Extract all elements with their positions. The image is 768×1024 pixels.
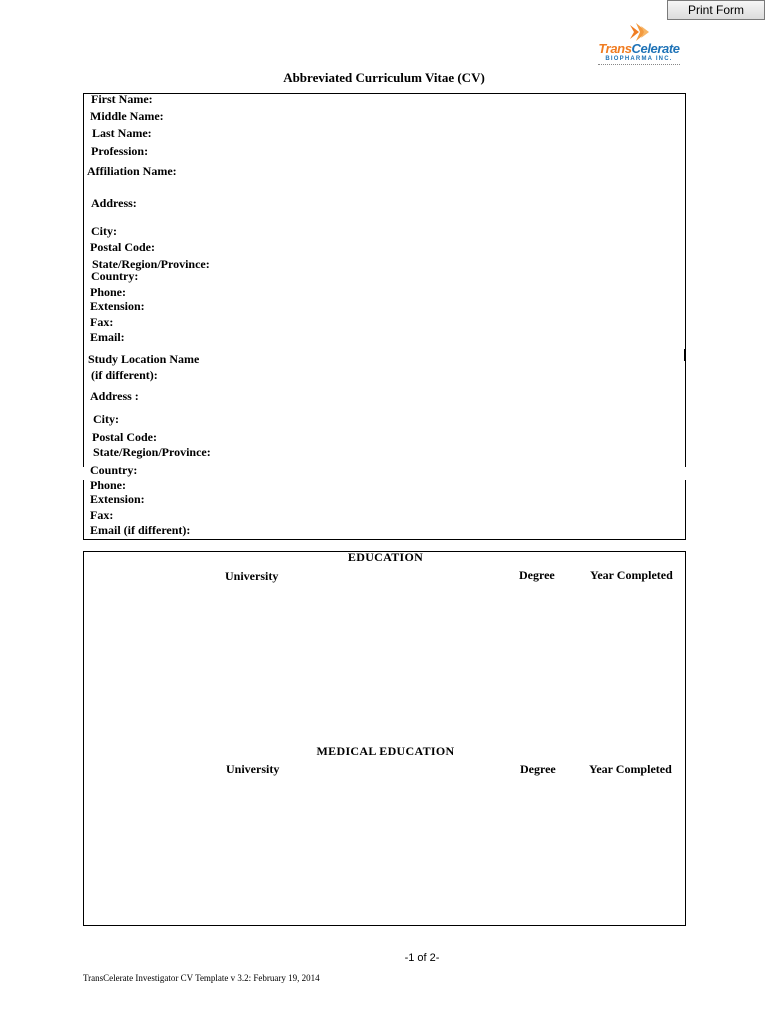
study-postal-code-label: Postal Code: — [92, 430, 157, 444]
education-box — [83, 551, 686, 926]
middle-name-label: Middle Name: — [90, 109, 164, 123]
country-label: Country: — [91, 269, 139, 283]
border-tick-mark — [684, 349, 686, 361]
logo-wordmark-celerate: Celerate — [631, 41, 680, 56]
education-year-header: Year Completed — [590, 568, 673, 582]
email-label: Email: — [90, 330, 125, 344]
logo-subtitle: BIOPHARMA INC. — [605, 56, 673, 62]
footer-text: TransCelerate Investigator CV Template v 3.2: February 19, 2014 — [83, 973, 320, 983]
study-location-name-label: Study Location Name — [88, 352, 200, 366]
medical-education-year-header: Year Completed — [589, 762, 672, 776]
study-state-label: State/Region/Province: — [93, 445, 211, 459]
medical-education-university-header: University — [226, 762, 280, 776]
border-gap-left — [80, 467, 86, 480]
city-label: City: — [91, 224, 117, 238]
study-country-label: Country: — [90, 463, 138, 477]
postal-code-label: Postal Code: — [90, 240, 155, 254]
contact-info-box — [83, 93, 686, 540]
border-gap-right — [682, 467, 688, 480]
logo-wordmark-trans: Trans — [598, 41, 632, 56]
phone-label: Phone: — [90, 285, 126, 299]
education-university-header: University — [225, 569, 279, 583]
education-degree-header: Degree — [519, 568, 555, 582]
first-name-label: First Name: — [91, 92, 153, 106]
affiliation-name-label: Affiliation Name: — [87, 164, 177, 178]
fax-label: Fax: — [90, 315, 114, 329]
transcelerate-logo — [598, 22, 680, 72]
study-location-if-different-label: (if different): — [91, 368, 158, 382]
study-email-label: Email (if different): — [90, 523, 191, 537]
logo-tagline — [598, 64, 680, 68]
address-label: Address: — [91, 196, 137, 210]
extension-label: Extension: — [90, 299, 145, 313]
logo-wordmark — [598, 41, 680, 56]
medical-education-title: MEDICAL EDUCATION — [316, 744, 455, 758]
page-number: -1 of 2- — [404, 952, 440, 964]
transcelerate-logo-icon — [628, 22, 650, 42]
print-form-button[interactable]: Print Form — [667, 0, 765, 20]
study-fax-label: Fax: — [90, 508, 114, 522]
medical-education-degree-header: Degree — [520, 762, 556, 776]
profession-label: Profession: — [91, 144, 149, 158]
study-extension-label: Extension: — [90, 492, 145, 506]
document-title: Abbreviated Curriculum Vitae (CV) — [283, 70, 485, 85]
last-name-label: Last Name: — [92, 126, 152, 140]
study-city-label: City: — [93, 412, 119, 426]
education-title: EDUCATION — [347, 550, 424, 564]
state-label: State/Region/Province: — [92, 257, 210, 271]
study-address-label: Address : — [90, 389, 139, 403]
study-phone-label: Phone: — [90, 478, 126, 492]
